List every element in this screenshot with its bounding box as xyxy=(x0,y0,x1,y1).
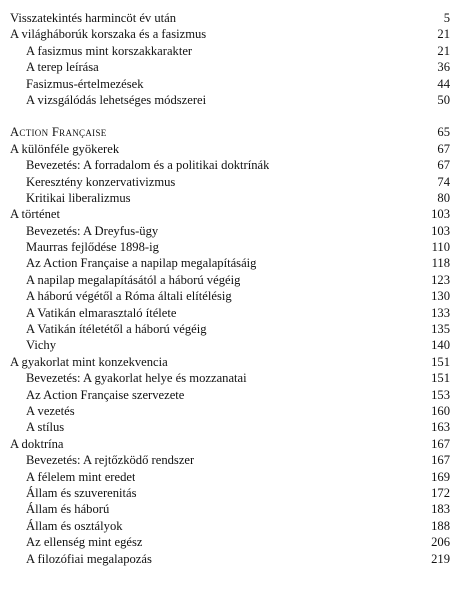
toc-page-number: 167 xyxy=(431,436,450,451)
toc-page-number: 133 xyxy=(431,305,450,320)
toc-page-number: 183 xyxy=(431,502,450,517)
toc-entry-title: A Vatikán ítéletétől a háború végéig xyxy=(26,322,207,337)
toc-subentry xyxy=(10,501,450,517)
toc-page-number: 65 xyxy=(437,125,450,140)
toc-subentry xyxy=(10,43,450,59)
toc-entry-title: A vezetés xyxy=(26,403,75,418)
toc-subentry xyxy=(10,76,450,92)
toc-entry-title: A Vatikán elmarasztaló ítélete xyxy=(26,305,177,320)
toc-subentry xyxy=(10,157,450,173)
toc-section-action-francaise xyxy=(10,124,450,567)
toc-page-number: 123 xyxy=(431,272,450,287)
toc-entry xyxy=(10,354,450,370)
toc-subentry xyxy=(10,239,450,255)
toc-entry-title: Az ellenség mint egész xyxy=(26,535,143,550)
toc-entry-title: A napilap megalapításától a háború végéig xyxy=(26,272,241,287)
toc-entry-title: A doktrína xyxy=(10,436,64,451)
toc-entry-title: Vichy xyxy=(26,338,57,353)
toc-page-number: 110 xyxy=(431,240,450,255)
toc-subentry xyxy=(10,551,450,567)
toc-subentry xyxy=(10,452,450,468)
toc-page-number: 118 xyxy=(431,256,450,271)
toc-entry xyxy=(10,124,450,140)
toc-page-number: 151 xyxy=(431,354,450,369)
toc-subentry xyxy=(10,321,450,337)
toc-page-number: 151 xyxy=(431,371,450,386)
toc-page-number: 80 xyxy=(437,190,450,205)
toc-subentry xyxy=(10,403,450,419)
toc-entry-title: Fasizmus-értelmezések xyxy=(26,76,144,91)
toc-subentry xyxy=(10,288,450,304)
toc-page-number: 206 xyxy=(431,535,450,550)
toc-page-number: 172 xyxy=(431,485,450,500)
toc-page-number: 5 xyxy=(443,11,450,25)
toc-entry-title: Action Française xyxy=(10,125,107,140)
toc-page-number: 36 xyxy=(437,60,450,75)
toc-subentry xyxy=(10,419,450,435)
toc-entry-title: A stílus xyxy=(26,420,65,435)
toc-entry xyxy=(10,436,450,452)
toc-entry-title: Bevezetés: A forradalom és a politikai doktrínák xyxy=(26,158,270,173)
toc-subentry xyxy=(10,174,450,190)
toc-subentry xyxy=(10,223,450,239)
toc-entry-title: A fasizmus mint korszakkarakter xyxy=(26,43,193,58)
toc-entry-title: A különféle gyökerek xyxy=(10,141,120,156)
toc-subentry xyxy=(10,305,450,321)
toc-subentry xyxy=(10,59,450,75)
toc-page-number: 153 xyxy=(431,387,450,402)
toc-page-number: 163 xyxy=(431,420,450,435)
toc-section-intro xyxy=(10,10,450,108)
toc-page-number: 103 xyxy=(431,207,450,222)
toc-page-number: 103 xyxy=(431,223,450,238)
toc-subentry xyxy=(10,370,450,386)
toc-entry-title: Keresztény konzervativizmus xyxy=(26,174,176,189)
toc-page-number: 188 xyxy=(431,518,450,533)
toc-entry xyxy=(10,141,450,157)
toc-subentry xyxy=(10,190,450,206)
toc-entry-title: A terep leírása xyxy=(26,60,99,75)
toc-entry-title: Visszatekintés harmincöt év után xyxy=(10,11,177,25)
toc-subentry xyxy=(10,92,450,108)
toc-page-number: 50 xyxy=(437,92,450,107)
toc-page-number: 67 xyxy=(437,141,450,156)
toc-entry-title: Bevezetés: A rejtőzködő rendszer xyxy=(26,453,195,468)
toc-page-number: 140 xyxy=(431,338,450,353)
toc-subentry xyxy=(10,518,450,534)
toc-subentry xyxy=(10,469,450,485)
toc-entry-title: Állam és háború xyxy=(26,502,110,517)
toc-entry xyxy=(10,10,450,26)
toc-page-number: 219 xyxy=(431,551,450,566)
toc-entry-title: Kritikai liberalizmus xyxy=(26,190,131,205)
toc-page-number: 21 xyxy=(437,27,450,42)
section-gap xyxy=(10,108,450,124)
toc-subentry xyxy=(10,255,450,271)
toc-entry xyxy=(10,26,450,42)
toc-entry-title: Az Action Française a napilap megalapításáig xyxy=(26,256,257,271)
toc-entry-title: Maurras fejlődése 1898-ig xyxy=(26,240,159,255)
toc-entry-title: A filozófiai megalapozás xyxy=(26,551,152,566)
toc-subentry xyxy=(10,534,450,550)
toc-page-number: 130 xyxy=(431,289,450,304)
toc-entry-title: A történet xyxy=(10,207,61,222)
table-of-contents xyxy=(10,10,450,567)
toc-subentry xyxy=(10,272,450,288)
toc-page-number: 21 xyxy=(437,43,450,58)
toc-subentry xyxy=(10,387,450,403)
toc-entry-title: Állam és szuverenitás xyxy=(26,485,137,500)
toc-entry-title: Állam és osztályok xyxy=(26,518,123,533)
toc-page-number: 160 xyxy=(431,403,450,418)
toc-page-number: 44 xyxy=(437,76,450,91)
toc-subentry xyxy=(10,337,450,353)
toc-entry-title: A gyakorlat mint konzekvencia xyxy=(10,354,168,369)
toc-entry-title: Bevezetés: A Dreyfus-ügy xyxy=(26,223,159,238)
toc-page-number: 169 xyxy=(431,469,450,484)
toc-entry-title: Bevezetés: A gyakorlat helye és mozzanatai xyxy=(26,371,247,386)
toc-page-number: 74 xyxy=(437,174,450,189)
toc-page-number: 167 xyxy=(431,453,450,468)
toc-entry xyxy=(10,206,450,222)
toc-entry-title: Az Action Française szervezete xyxy=(26,387,185,402)
toc-page-number: 67 xyxy=(437,158,450,173)
toc-entry-title: A háború végétől a Róma általi elítélésig xyxy=(26,289,232,304)
toc-entry-title: A világháborúk korszaka és a fasizmus xyxy=(10,27,207,42)
toc-entry-title: A félelem mint eredet xyxy=(26,469,136,484)
toc-page-number: 135 xyxy=(431,322,450,337)
toc-subentry xyxy=(10,485,450,501)
toc-entry-title: A vizsgálódás lehetséges módszerei xyxy=(26,92,207,107)
